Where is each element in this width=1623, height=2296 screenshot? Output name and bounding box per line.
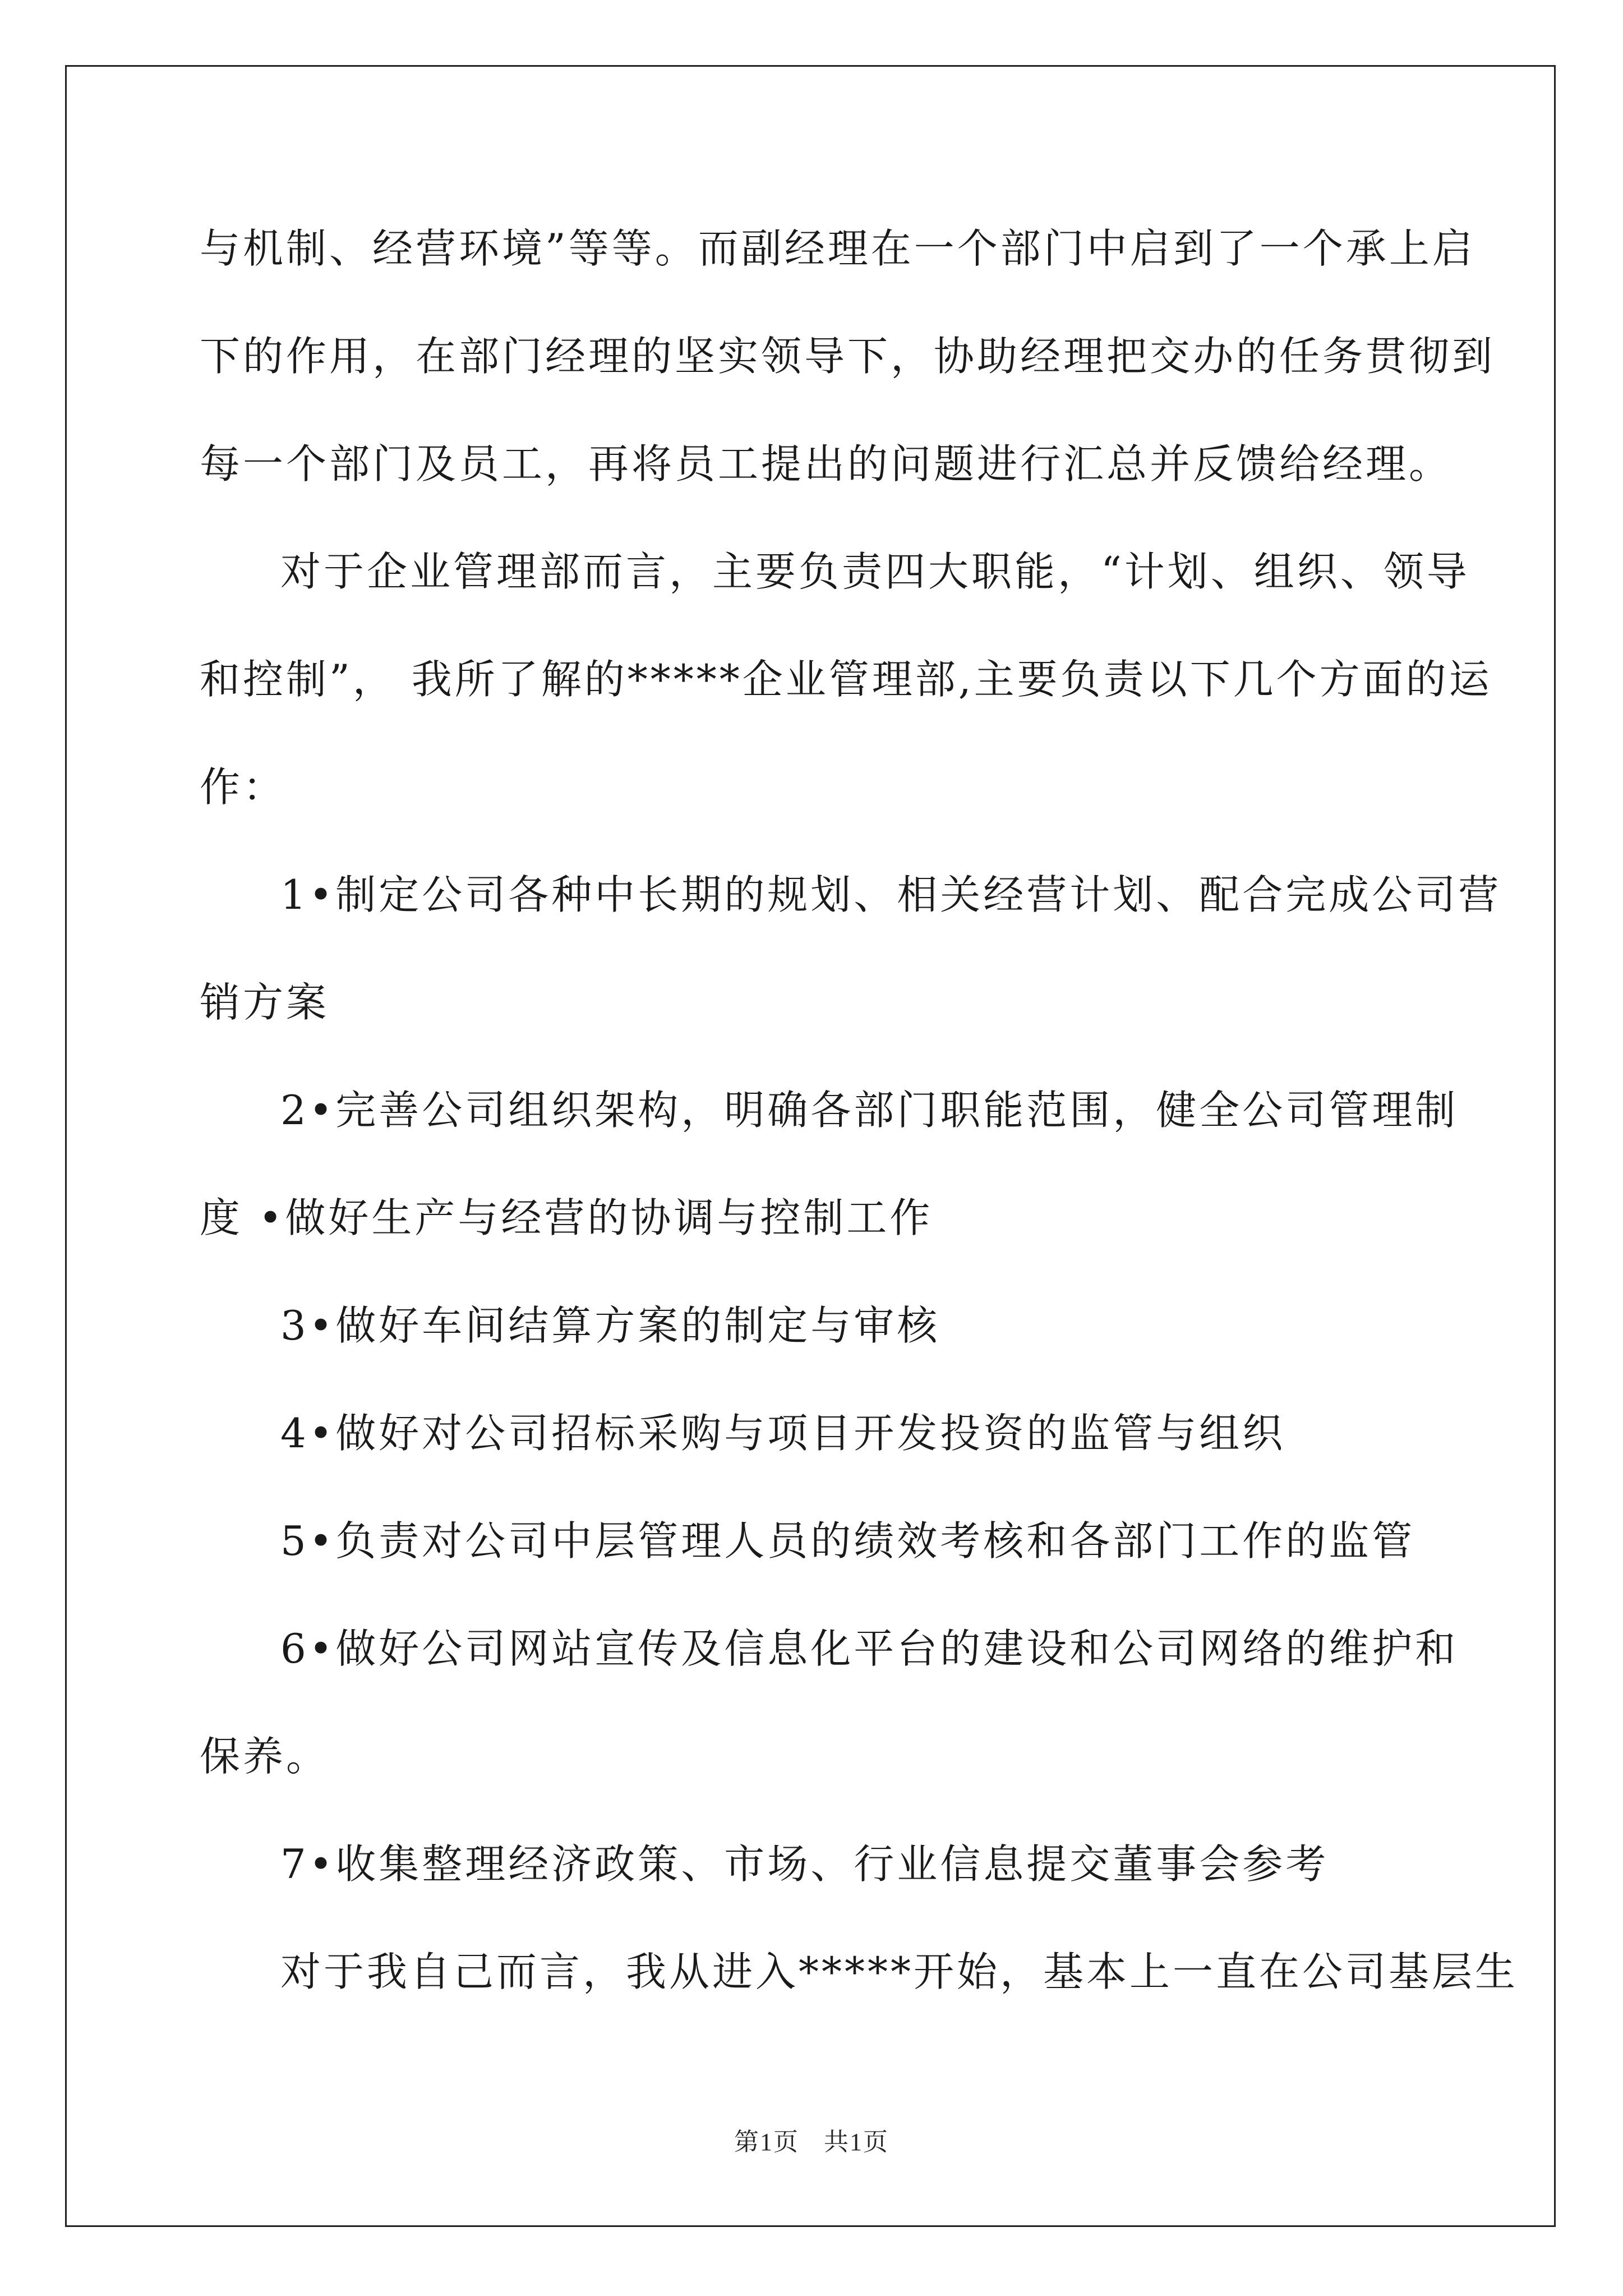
- page-number: 第1页: [734, 2128, 799, 2156]
- list-item-3: 3•做好车间结算方案的制定与审核: [280, 1302, 940, 1349]
- list-item-5: 5•负责对公司中层管理人员的绩效考核和各部门工作的监管: [280, 1517, 1415, 1565]
- list-item-7: 7•收集整理经济政策、市场、行业信息提交董事会参考: [280, 1841, 1329, 1888]
- paragraph-start: 对于企业管理部而言，主要负责四大职能，“计划、组织、领导: [280, 548, 1470, 595]
- list-item-6: 6•做好公司网站宣传及信息化平台的建设和公司网络的维护和: [280, 1625, 1459, 1672]
- text-line: 保养。: [200, 1733, 330, 1780]
- text-line: 与机制、经营环境”等等。而副经理在一个部门中启到了一个承上启: [200, 225, 1476, 272]
- text-line: 度 •做好生产与经营的协调与控制工作: [200, 1194, 933, 1241]
- page-total: 共1页: [824, 2128, 889, 2156]
- list-item-2: 2•完善公司组织架构，明确各部门职能范围，健全公司管理制: [280, 1087, 1459, 1134]
- paragraph-start: 对于我自己而言，我从进入*****开始，基本上一直在公司基层生: [280, 1948, 1519, 1995]
- list-item-4: 4•做好对公司招标采购与项目开发投资的监管与组织: [280, 1410, 1286, 1457]
- text-line: 和控制”， 我所了解的*****企业管理部,主要负责以下几个方面的运: [200, 656, 1492, 703]
- text-line: 销方案: [200, 979, 330, 1026]
- page-border: [65, 65, 1556, 2227]
- text-line: 每一个部门及员工，再将员工提出的问题进行汇总并反馈给经理。: [200, 440, 1453, 487]
- list-item-1: 1•制定公司各种中长期的规划、相关经营计划、配合完成公司营: [280, 871, 1502, 918]
- page-footer: [0, 2122, 1623, 2157]
- text-line: 下的作用，在部门经理的坚实领导下，协助经理把交办的任务贯彻到: [200, 333, 1496, 380]
- text-line: 作：: [200, 763, 287, 811]
